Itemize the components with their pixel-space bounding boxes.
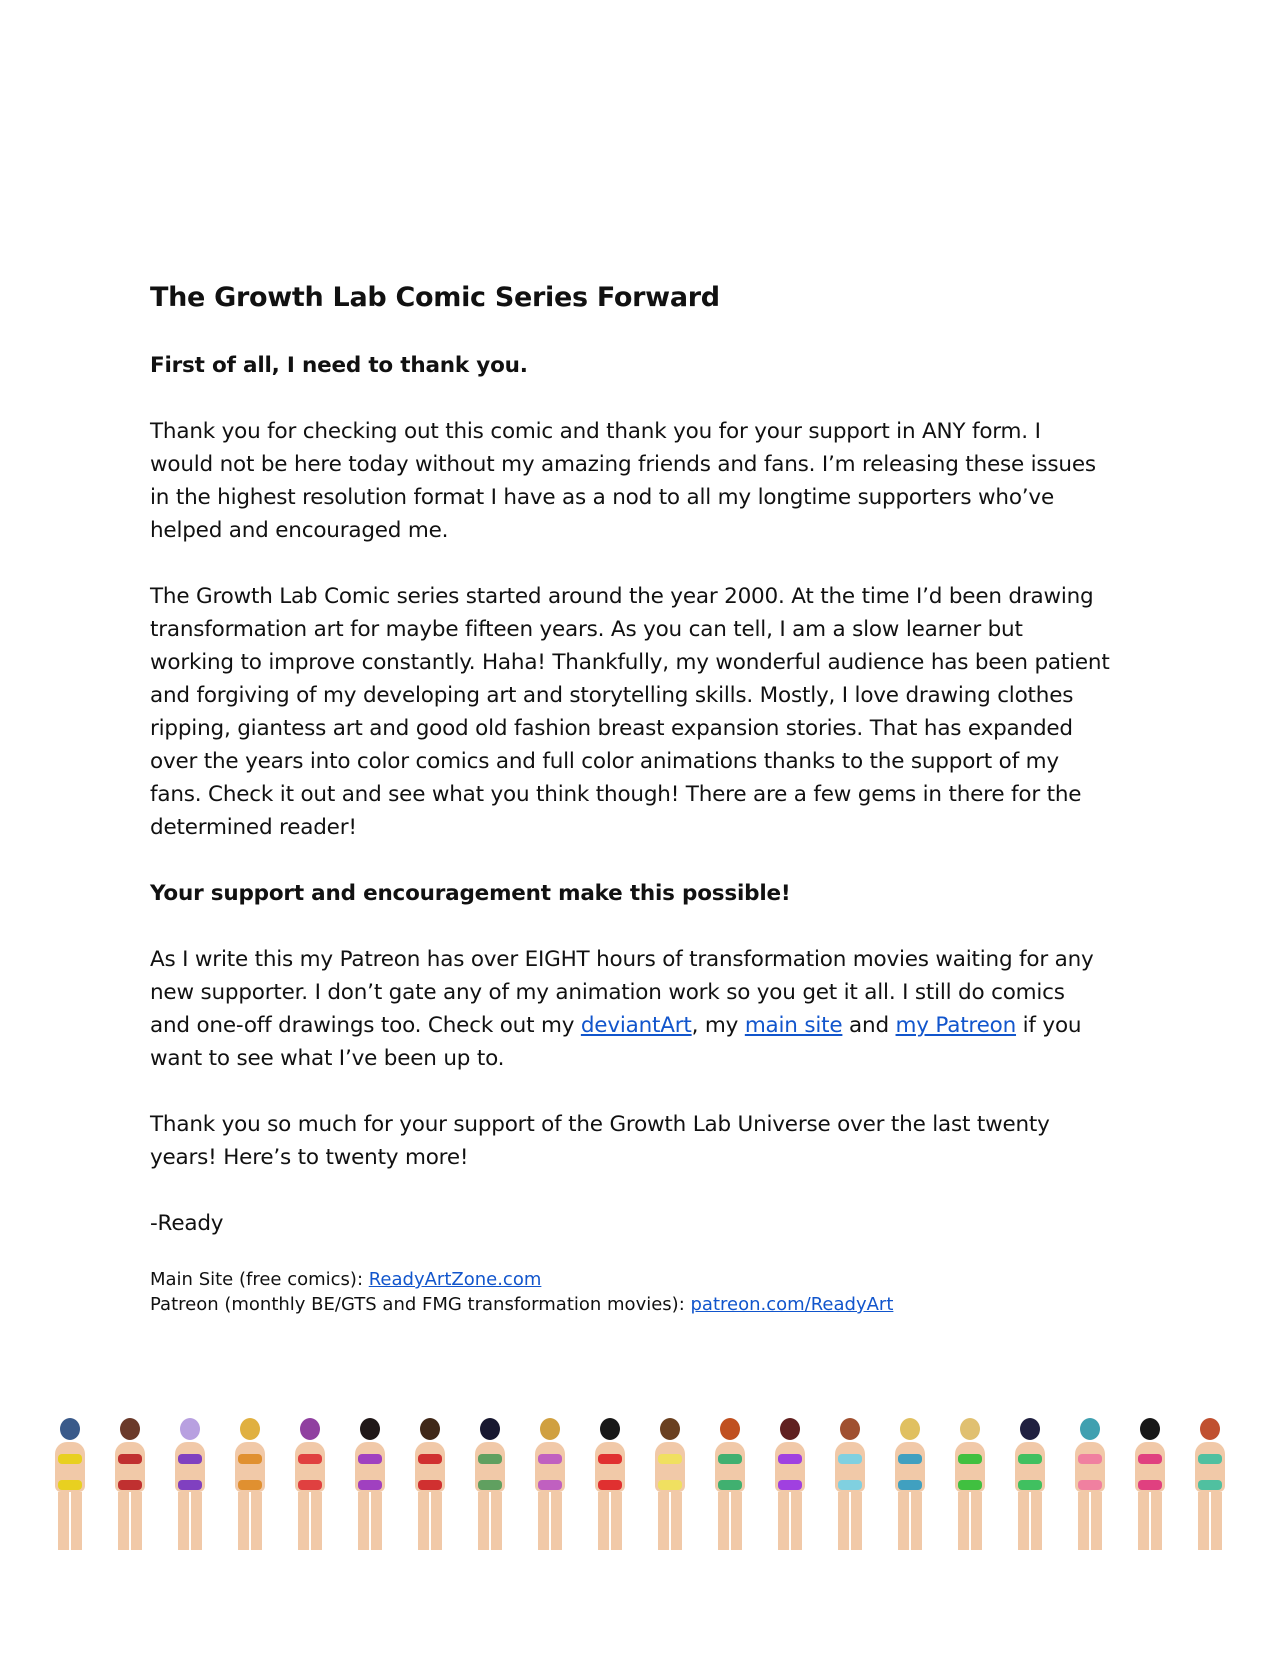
- character-figure: [650, 1418, 690, 1550]
- text: As I write this my Patreon has over EIGHT hours of transformation movies waiting for any new supporter. I don’t gate any of my animation work so you get it all. I still do comics and one-off drawings too. Check out my: [150, 947, 1094, 1038]
- main-site-link[interactable]: main site: [744, 1013, 843, 1038]
- character-figure: [710, 1418, 750, 1550]
- patreon-link[interactable]: my Patreon: [895, 1013, 1017, 1038]
- character-figure: [170, 1418, 210, 1550]
- text: and: [842, 1013, 896, 1038]
- label: Patreon (monthly BE/GTS and FMG transformation movies):: [150, 1294, 691, 1315]
- character-figure: [1190, 1418, 1230, 1550]
- character-figure: [770, 1418, 810, 1550]
- patreon-url-link[interactable]: patreon.com/ReadyArt: [690, 1294, 894, 1315]
- character-figure: [470, 1418, 510, 1550]
- character-figure: [350, 1418, 390, 1550]
- character-figure: [1070, 1418, 1110, 1550]
- character-figure: [1010, 1418, 1050, 1550]
- character-figure: [50, 1418, 90, 1550]
- character-figure: [830, 1418, 870, 1550]
- footer-links: [150, 1267, 1110, 1317]
- text: if you want to see what I’ve been up to.: [150, 1013, 1082, 1071]
- document-page: [150, 282, 1110, 1317]
- footer-main-site: [150, 1267, 1110, 1292]
- paragraph: Thank you for checking out this comic and thank you for your support in ANY form. I would not be here today without my amazing friends and fans. I’m releasing these issues in the highest resolution format I have as a nod to all my longtime supporters who’ve helped and encouraged me.: [150, 419, 1096, 543]
- signature: -Ready: [150, 1211, 224, 1236]
- paragraph: Thank you so much for your support of the Growth Lab Universe over the last twenty years! Here’s to twenty more!: [150, 1112, 1050, 1170]
- character-figure: [530, 1418, 570, 1550]
- character-figure: [590, 1418, 630, 1550]
- character-figure: [1130, 1418, 1170, 1550]
- readyartzone-link[interactable]: ReadyArtZone.com: [368, 1269, 542, 1290]
- label: Main Site (free comics):: [150, 1269, 369, 1290]
- character-figure: [230, 1418, 270, 1550]
- paragraph: The Growth Lab Comic series started around the year 2000. At the time I’d been drawing transformation art for maybe fifteen years. As you can tell, I am a slow learner but working to improve constantly. Haha! Thankfully, my wonderful audience has been patient and forgiving of my developing art and storytelling skills. Mostly, I love drawing clothes ripping, giantess art and good old fashion breast expansion stories. That has expanded over the years into color comics and full color animations thanks to the support of my fans. Check it out and see what you think though! There are a few gems in there for the determined reader!: [150, 584, 1110, 840]
- text: , my: [691, 1013, 745, 1038]
- deviantart-link[interactable]: deviantArt: [580, 1013, 692, 1038]
- footer-patreon: [150, 1292, 1110, 1317]
- character-figure: [110, 1418, 150, 1550]
- section-heading: First of all, I need to thank you.: [150, 353, 528, 378]
- character-lineup-illustration: [50, 1395, 1230, 1550]
- paragraph-with-links: [150, 943, 1110, 1075]
- page-title: The Growth Lab Comic Series Forward: [150, 282, 720, 313]
- character-figure: [290, 1418, 330, 1550]
- character-figure: [890, 1418, 930, 1550]
- character-figure: [410, 1418, 450, 1550]
- character-figure: [950, 1418, 990, 1550]
- section-heading: Your support and encouragement make this possible!: [150, 881, 791, 906]
